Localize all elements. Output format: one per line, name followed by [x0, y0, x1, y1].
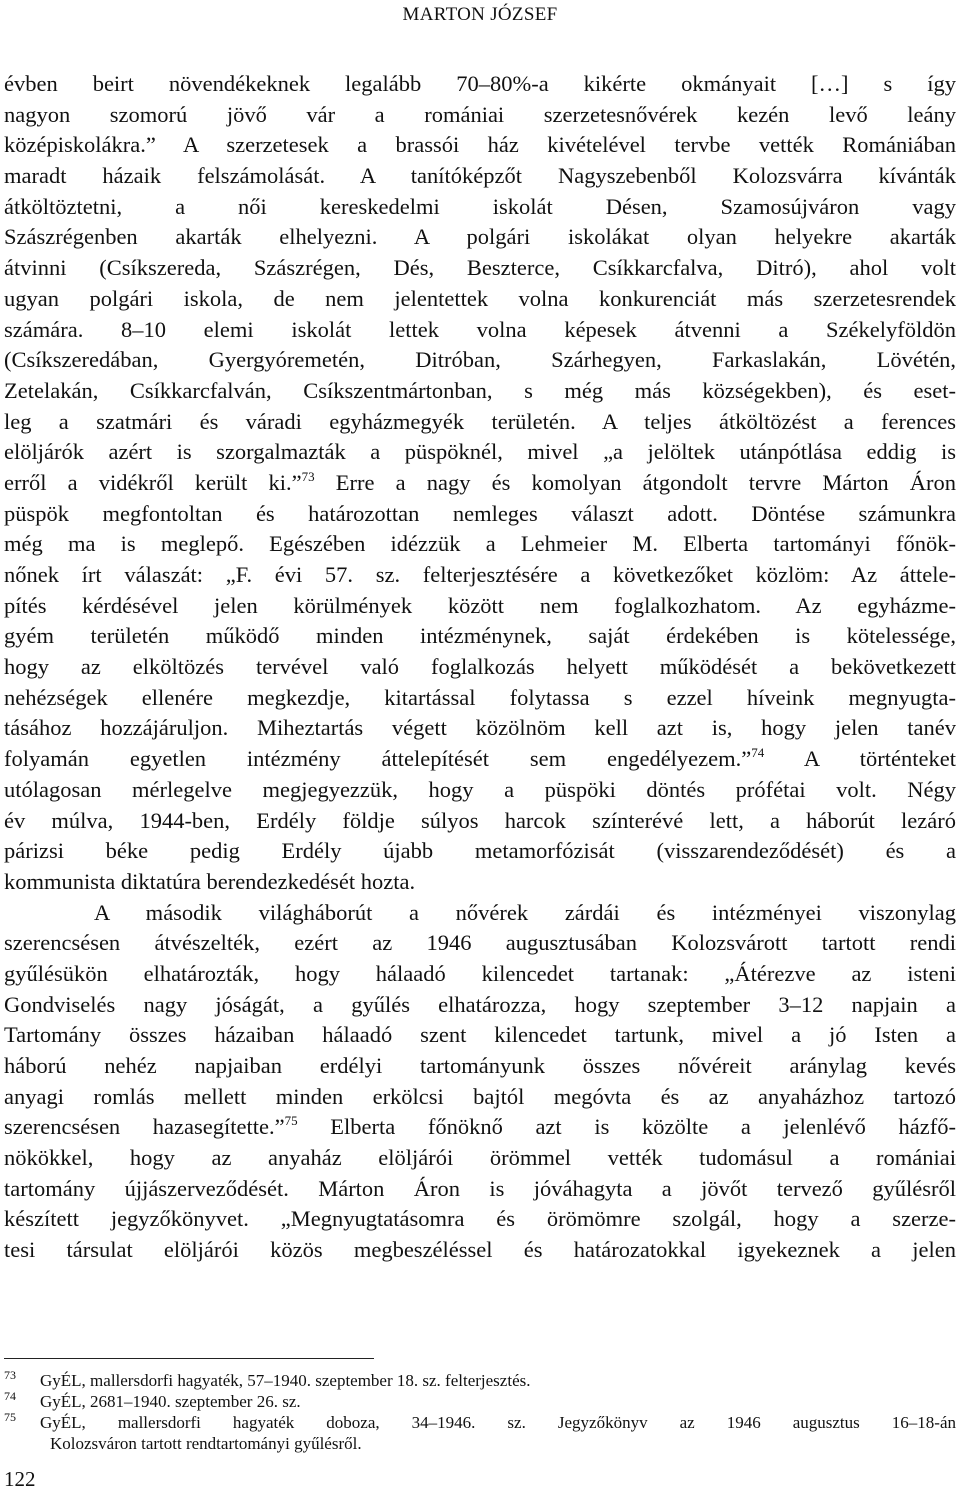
- footnote-text-continued: Kolozsváron tartott rendtartományi gyűlésről.: [50, 1434, 362, 1453]
- text-segment: szerencsésen hazasegítette.”: [4, 1114, 285, 1140]
- footnote-number: 73: [4, 1368, 16, 1382]
- text-line: párizsi béke pedig Erdély újabb metamorfózisát (visszarendeződését) és a: [4, 838, 956, 864]
- text-line: [4, 468, 956, 499]
- text-line: Tartomány összes házaiban hálaadó szent kilencedet tartunk, mivel a jó Isten a: [4, 1022, 956, 1048]
- text-line: gyém területén működő minden intézménynek, saját érdekében is kötelessége,: [4, 623, 956, 649]
- text-line: évben beirt növendékeknek legalább 70–80%-a kikérte okmányait […] s így: [4, 71, 956, 96]
- text-line: nehézségek ellenére megkezdje, kitartással folytassa s ezzel híveink megnyugta-: [4, 684, 956, 710]
- text-line: [4, 1112, 956, 1143]
- footnote-text: GyÉL, mallersdorfi hagyaték doboza, 34–1946. sz. Jegyzőkönyv az 1946 augusztus 16–18-án: [40, 1413, 956, 1432]
- body-text: [4, 69, 956, 1266]
- footnote-number: 74: [4, 1389, 16, 1403]
- text-line: még ma is meglepő. Egészében idézzük a Lehmeier M. Elberta tartományi főnök-: [4, 531, 956, 557]
- footnote: [4, 1370, 956, 1391]
- text-segment: Elberta főnöknő azt is közölte a jelenlévő házfő-: [297, 1114, 956, 1140]
- text-segment: folyamán egyetlen intézmény áttelepítését sem engedélyezem.”: [4, 746, 752, 772]
- text-line: szerencsésen átvészelték, ezért az 1946 augusztusában Kolozsvárott tartott rendi: [4, 930, 956, 956]
- text-line: pítés kérdésével jelen körülmények között nem foglalkozhatom. Az egyházme-: [4, 592, 956, 618]
- text-line: középiskolákra.” A szerzetesek a brassói ház kivételével tervbe vették Romániában: [4, 132, 956, 158]
- text-line: tesi társulat elöljárói közös megbeszéléssel és határozatokkal igyekeznek a jelen: [4, 1237, 956, 1263]
- text-segment: A történteket: [764, 746, 956, 772]
- page-number: 122: [4, 1467, 36, 1491]
- text-line: gyűlésükön elhatározták, hogy hálaadó kilencedet tartanak: „Átérezve az isteni: [4, 960, 956, 986]
- text-line: ugyan polgári iskola, de nem jelentettek volna konkurenciát más szerzetesrendek: [4, 285, 956, 311]
- text-line: (Csíkszeredában, Gyergyóremetén, Ditróban, Szárhegyen, Farkaslakán, Lövétén,: [4, 347, 956, 373]
- text-line: [4, 744, 956, 775]
- text-line: tartomány újjászerveződését. Márton Áron is jóváhagyta a jövőt tervező gyűlésről: [4, 1175, 956, 1201]
- footnote-separator: [4, 1358, 374, 1359]
- text-line: átvinni (Csíkszereda, Szászrégen, Dés, Beszterce, Csíkkarcfalva, Ditró), ahol volt: [4, 255, 956, 281]
- text-line: püspök megfontoltan és határozottan nemleges választ adott. Döntése számunkra: [4, 500, 956, 526]
- footnote-ref: 73: [301, 468, 315, 484]
- text-line: Szászrégenben akarták elhelyezni. A polgári iskolákat olyan helyekre akarták: [4, 224, 956, 250]
- footnote-ref: 74: [751, 745, 765, 761]
- text-line: anyagi romlás mellett minden erkölcsi bajtól megóvta és az anyaházhoz tartozó: [4, 1083, 956, 1109]
- footnote: [4, 1412, 956, 1454]
- text-line: A második világháborút a nővérek zárdái és intézményei viszonylag: [94, 899, 956, 925]
- text-line: készített jegyzőkönyvet. „Megnyugtatásomra és örömömre szolgál, hogy a szerze-: [4, 1206, 956, 1232]
- text-line: Zetelakán, Csíkkarcfalván, Csíkszentmártonban, s még más községekben), és eset-: [4, 377, 956, 403]
- text-line: nagyon szomorú jövő vár a romániai szerzetesnővérek kezén levő leány: [4, 101, 956, 127]
- footnote-ref: 75: [284, 1113, 298, 1129]
- text-line: hogy az elköltözés tervével való foglalkozás helyett működését a bekövetkezett: [4, 654, 956, 680]
- text-line: nőnek írt válaszát: „F. évi 57. sz. felterjesztésére a következőket közlöm: Az áttele-: [4, 562, 956, 587]
- footnote-number: 75: [4, 1410, 16, 1424]
- running-header: MARTON JÓZSEF: [402, 4, 558, 25]
- text-line: kommunista diktatúra berendezkedését hozta.: [4, 868, 416, 894]
- text-segment: erről a vidékről került ki.”: [4, 469, 302, 495]
- text-line: maradt házaik felszámolását. A tanítóképzőt Nagyszebenből Kolozsvárra kívánták: [4, 163, 956, 189]
- text-line: átköltöztetni, a női kereskedelmi iskolát Désen, Szamosújváron vagy: [4, 193, 956, 219]
- text-line: számára. 8–10 elemi iskolát lettek volna képesek átvenni a Székelyföldön: [4, 316, 956, 342]
- text-segment: Erre a nagy és komolyan átgondolt tervre Márton Áron: [314, 469, 956, 495]
- text-line: Gondviselés nagy jóságát, a gyűlés elhatározza, hogy szeptember 3–12 napjain a: [4, 991, 956, 1017]
- text-line: utólagosan mérlegelve megjegyezzük, hogy a püspöki döntés prófétai volt. Négy: [4, 776, 956, 802]
- footnote-text: GyÉL, mallersdorfi hagyaték, 57–1940. szeptember 18. sz. felterjesztés.: [40, 1371, 531, 1390]
- text-line: elöljárók azért is szorgalmazták a püspöknél, mivel „a jelöltek utánpótlása eddig is: [4, 439, 956, 465]
- footnotes: [4, 1370, 956, 1454]
- text-line: év múlva, 1944-ben, Erdély földje súlyos harcok színterévé lett, a háborút lezáró: [4, 807, 956, 833]
- text-line: háború nehéz napjaiban erdélyi tartományunk összes nővéreit aránylag kevés: [4, 1053, 956, 1078]
- text-line: tásához hozzájáruljon. Miheztartás végett közölnöm kell azt is, hogy jelen tanév: [4, 715, 956, 741]
- footnote-text: GyÉL, 2681–1940. szeptember 26. sz.: [40, 1392, 301, 1411]
- footnote: [4, 1391, 956, 1412]
- text-line: leg a szatmári és váradi egyházmegyék területén. A teljes átköltözést a ferences: [4, 408, 956, 434]
- text-line: nökökkel, hogy az anyaház elöljárói örömmel vették tudomásul a romániai: [4, 1145, 956, 1171]
